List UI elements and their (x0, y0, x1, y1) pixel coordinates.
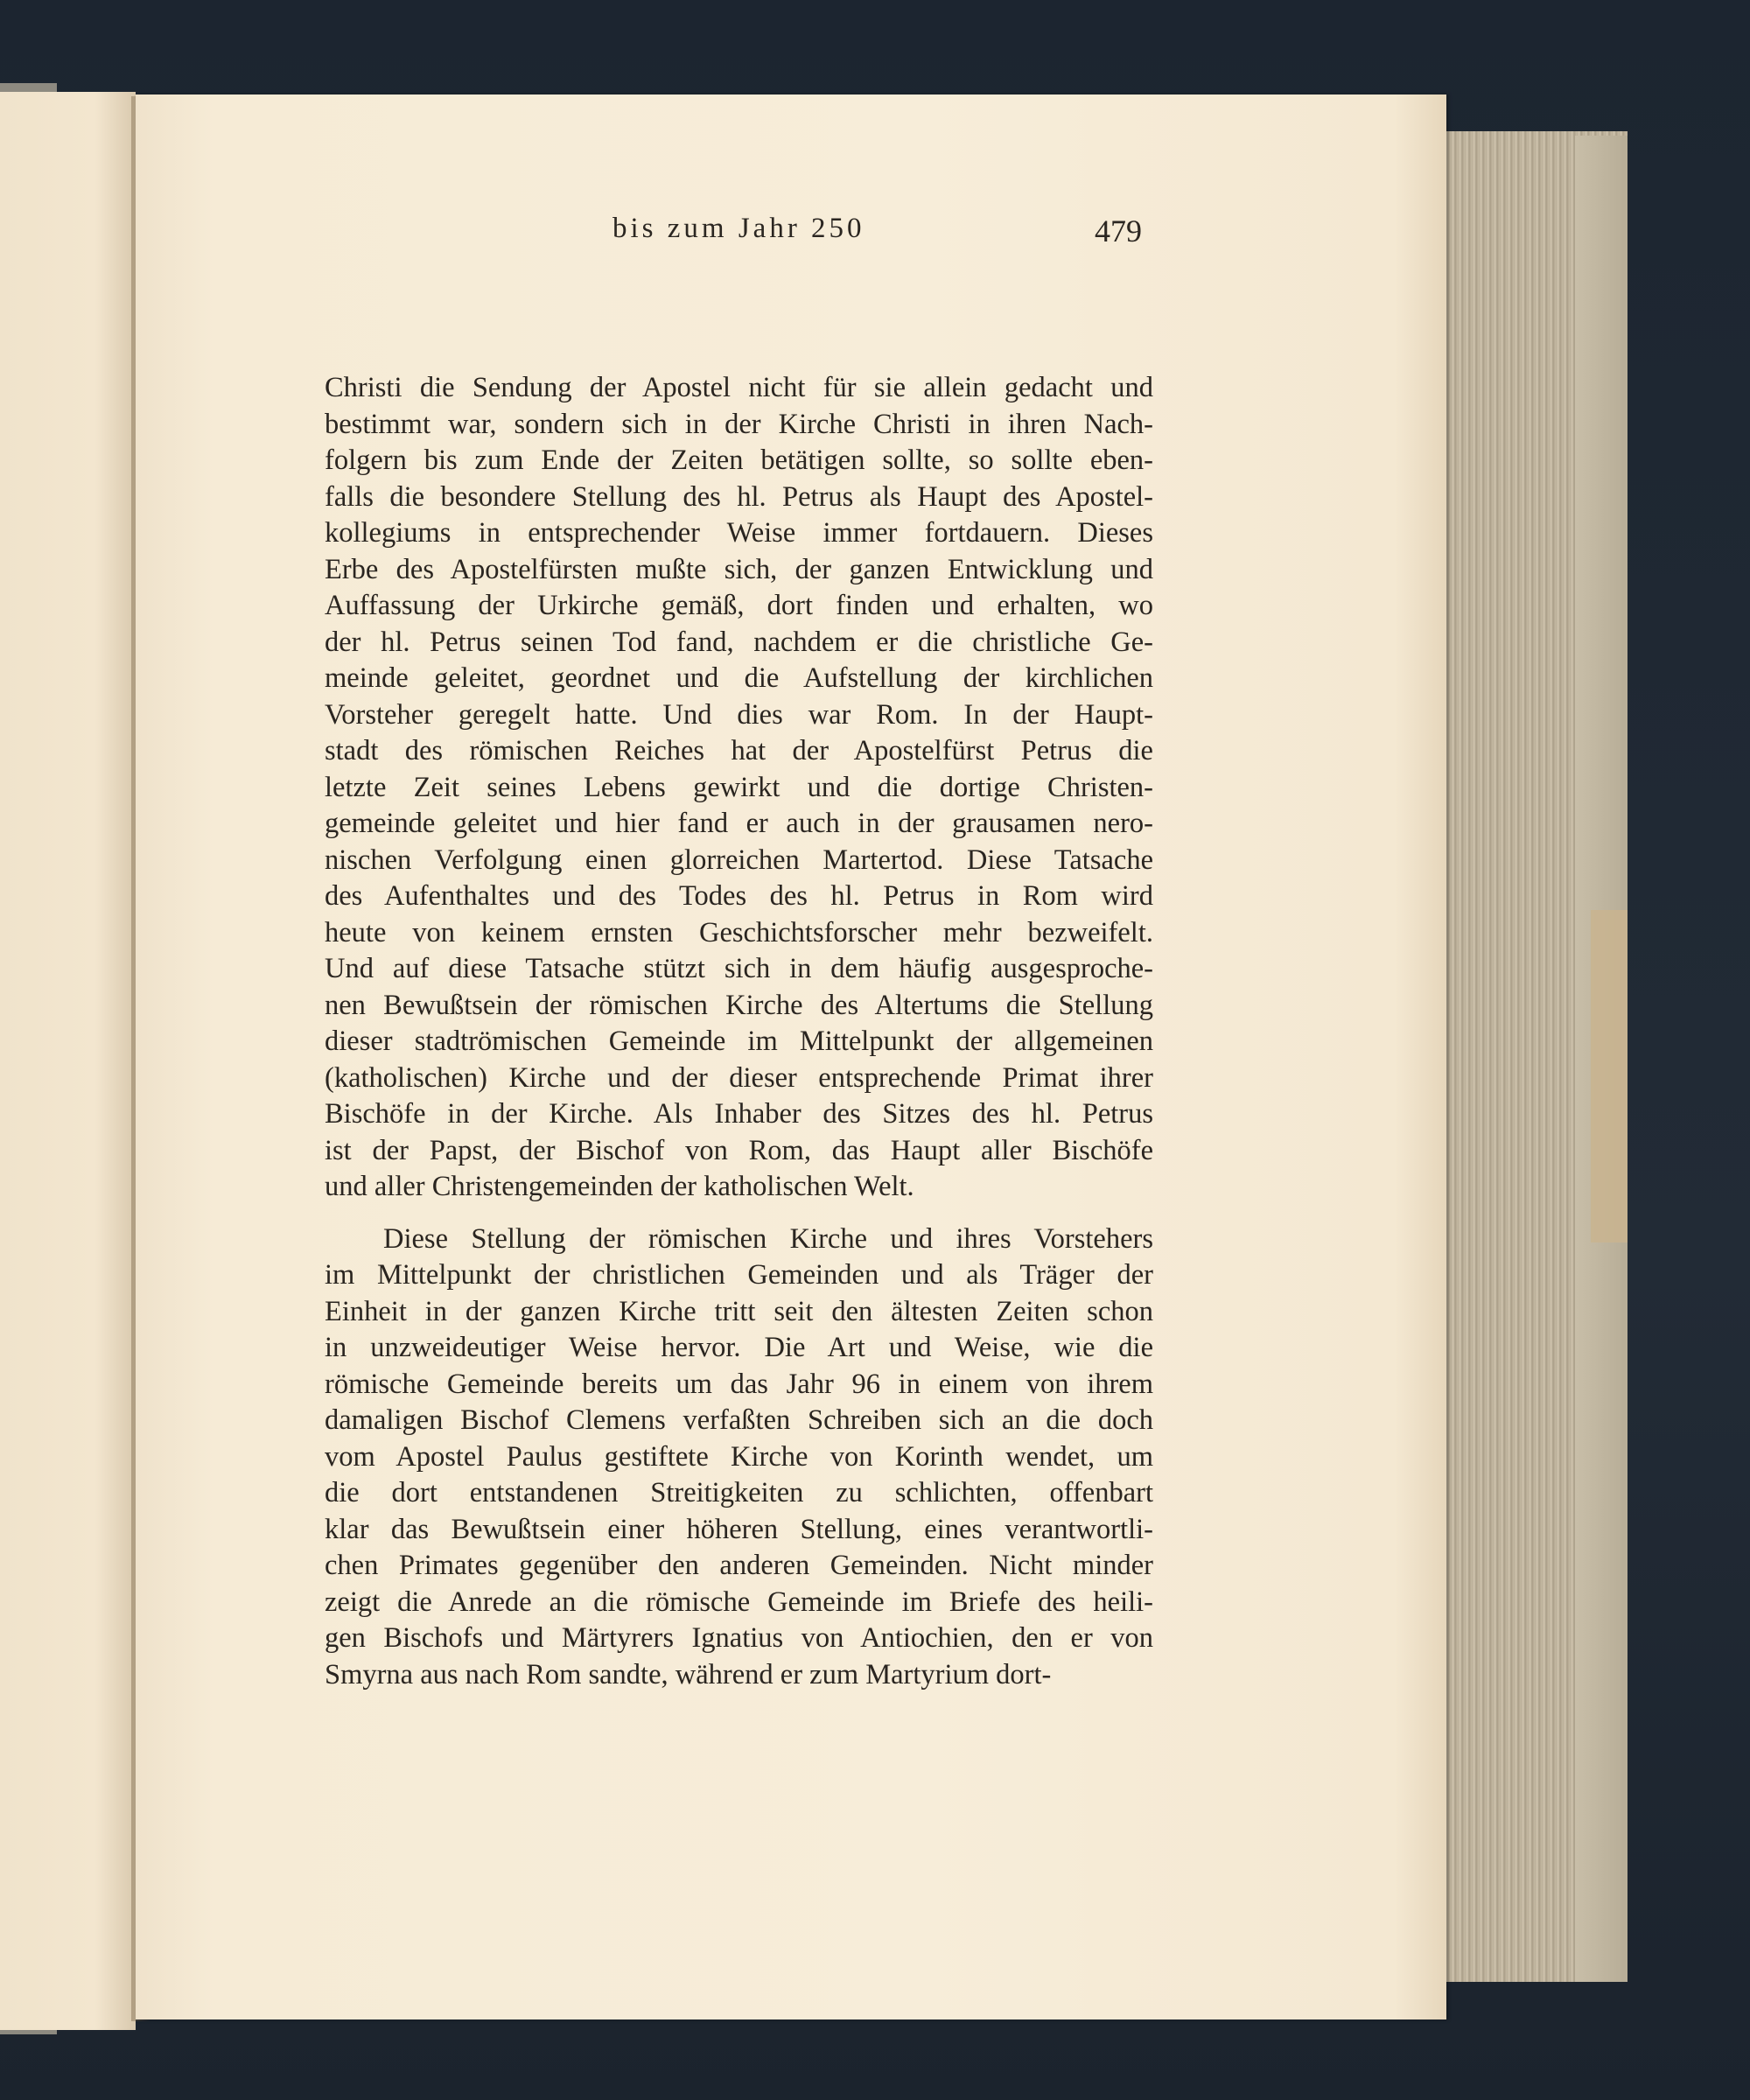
text-line: Vorsteher geregelt hatte. Und dies war Rom. In der Haupt- (325, 698, 1153, 731)
text-line: damaligen Bischof Clemens verfaßten Schreiben sich an die doch (325, 1404, 1153, 1436)
body-text (325, 370, 1153, 1693)
text-line: und aller Christengemeinden der katholischen Welt. (325, 1171, 914, 1202)
paragraph-1 (325, 370, 1153, 1206)
page-number: 479 (1095, 214, 1142, 248)
text-line: chen Primates gegenüber den anderen Gemeinden. Nicht minder (325, 1550, 1153, 1581)
text-line: meinde geleitet, geordnet und die Aufstellung der kirchlichen (325, 662, 1153, 694)
paragraph-gap (325, 1206, 1153, 1222)
text-line: Bischöfe in der Kirche. Als Inhaber des Sitzes des hl. Petrus (325, 1098, 1153, 1130)
text-line: Und auf diese Tatsache stützt sich in dem häufig ausgesproche- (325, 953, 1153, 984)
left-page (0, 92, 136, 2030)
text-line: vom Apostel Paulus gestiftete Kirche von Korinth wendet, um (325, 1440, 1153, 1473)
text-line: Smyrna aus nach Rom sandte, während er zum Martyrium dort- (325, 1658, 1052, 1690)
text-line: des Aufenthaltes und des Todes des hl. Petrus in Rom wird (325, 880, 1153, 912)
text-line: Erbe des Apostelfürsten mußte sich, der ganzen Entwicklung und (325, 553, 1153, 585)
text-line: klar das Bewußtsein einer höheren Stellung, eines verantwortli- (325, 1513, 1153, 1545)
text-line: (katholischen) Kirche und der dieser entsprechende Primat ihrer (325, 1061, 1153, 1094)
text-line: Einheit in der ganzen Kirche tritt seit den ältesten Zeiten schon (325, 1295, 1153, 1327)
text-line: gen Bischofs und Märtyrers Ignatius von Antiochien, den er von (325, 1622, 1153, 1654)
text-line: Christi die Sendung der Apostel nicht für sie allein gedacht und (325, 372, 1153, 403)
text-line: folgern bis zum Ende der Zeiten betätigen sollte, so sollte eben- (325, 444, 1153, 476)
text-line: zeigt die Anrede an die römische Gemeinde im Briefe des heili- (325, 1586, 1153, 1618)
text-line: Auffassung der Urkirche gemäß, dort finden und erhalten, wo (325, 590, 1153, 621)
running-title: bis zum Jahr 250 (612, 213, 865, 244)
text-line: letzte Zeit seines Lebens gewirkt und die dortige Christen- (325, 771, 1153, 803)
text-line: stadt des römischen Reiches hat der Apostelfürst Petrus die (325, 735, 1153, 766)
edge-stain (1591, 910, 1628, 1242)
text-line: kollegiums in entsprechender Weise immer fortdauern. Dieses (325, 517, 1153, 549)
text-line: falls die besondere Stellung des hl. Petrus als Haupt des Apostel- (325, 480, 1153, 513)
text-line: die dort entstandenen Streitigkeiten zu schlichten, offenbart (325, 1477, 1153, 1508)
text-line: dieser stadtrömischen Gemeinde im Mittelpunkt der allgemeinen (325, 1026, 1153, 1057)
text-line: im Mittelpunkt der christlichen Gemeinden und als Träger der (325, 1259, 1153, 1291)
text-line: römische Gemeinde bereits um das Jahr 96 in einem von ihrem (325, 1368, 1153, 1400)
text-line: heute von keinem ernsten Geschichtsforscher mehr bezweifelt. (325, 916, 1153, 948)
text-line: gemeinde geleitet und hier fand er auch in der grausamen nero- (325, 808, 1153, 839)
text-line: der hl. Petrus seinen Tod fand, nachdem er die christliche Ge- (325, 626, 1153, 658)
text-line: in unzweideutiger Weise hervor. Die Art und Weise, wie die (325, 1332, 1153, 1363)
paragraph-2 (325, 1222, 1153, 1694)
text-line: Diese Stellung der römischen Kirche und ihres Vorstehers (383, 1222, 1153, 1255)
text-line: bestimmt war, sondern sich in der Kirche Christi in ihren Nach- (325, 408, 1153, 440)
running-head (477, 213, 1142, 256)
text-line: nen Bewußtsein der römischen Kirche des Altertums die Stellung (325, 989, 1153, 1021)
text-line: nischen Verfolgung einen glorreichen Martertod. Diese Tatsache (325, 844, 1153, 876)
text-line: ist der Papst, der Bischof von Rom, das Haupt aller Bischöfe (325, 1134, 1153, 1166)
